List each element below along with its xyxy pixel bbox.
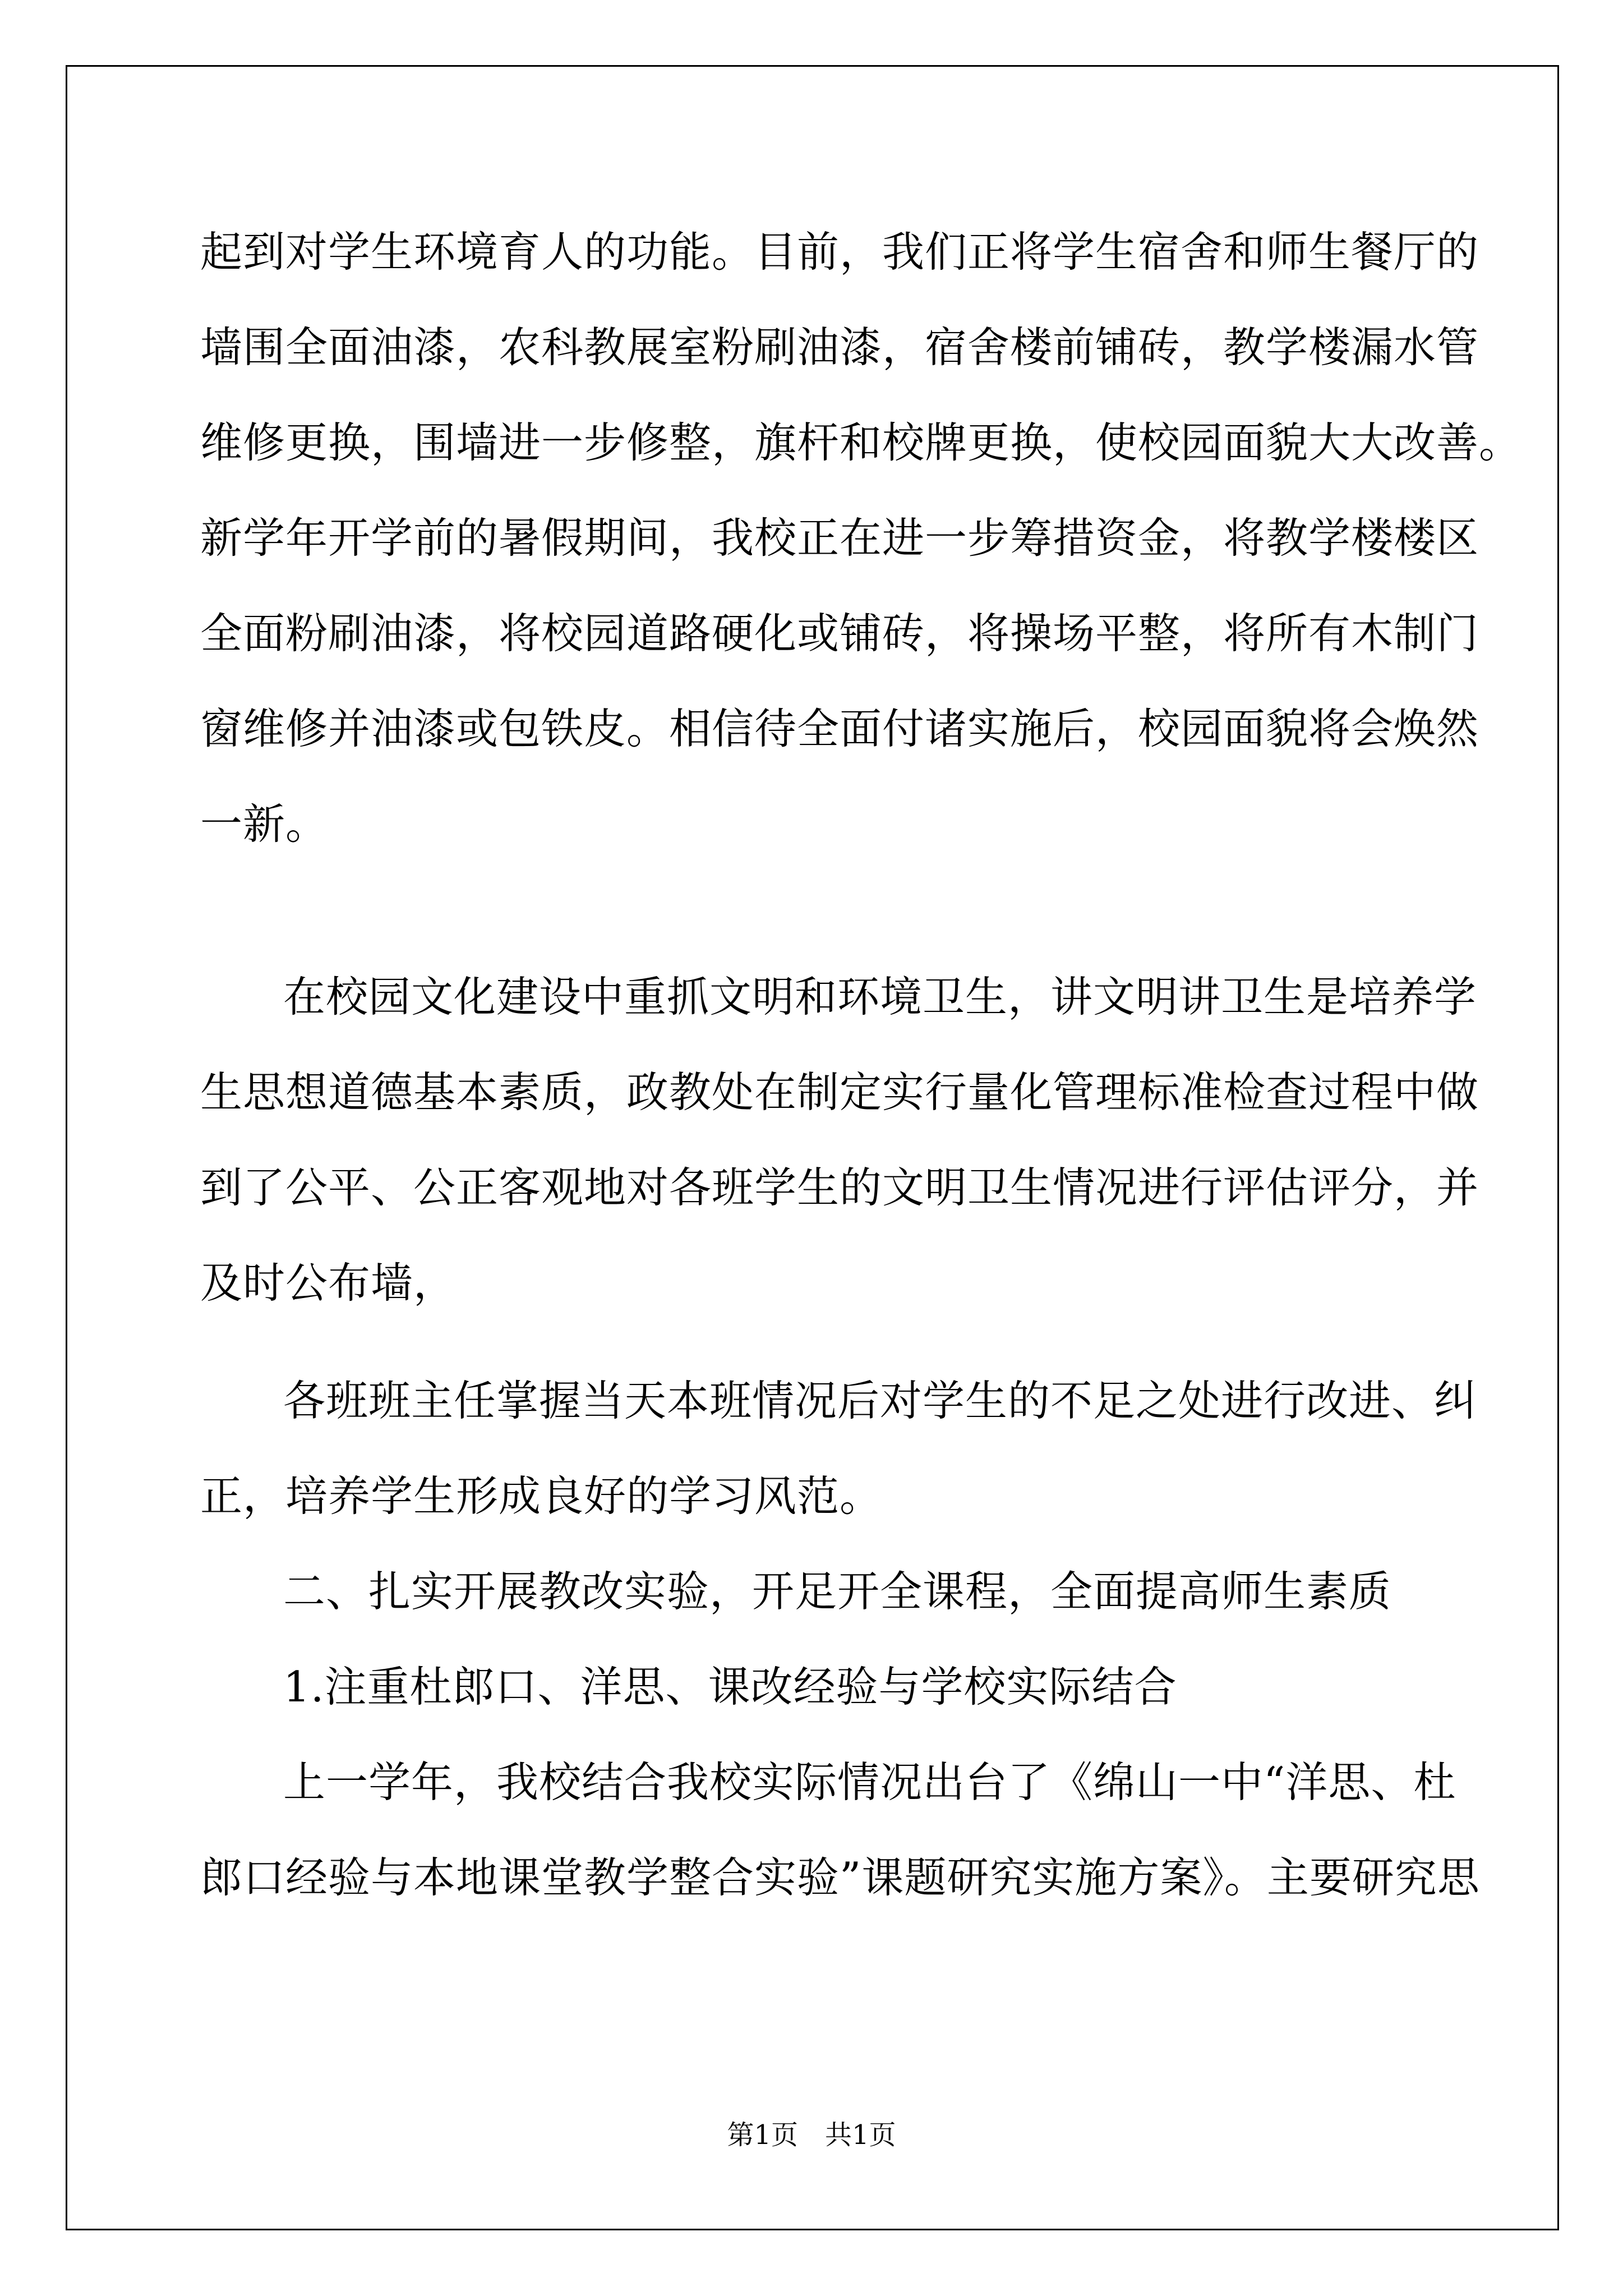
text-line: 起到对学生环境育人的功能。目前，我们正将学生宿舍和师生餐厅的	[200, 227, 1479, 277]
page-border	[66, 65, 1559, 2230]
text-line: 正，培养学生形成良好的学习风范。	[200, 1471, 883, 1521]
page-number-footer: 第1页 共1页	[727, 2119, 896, 2151]
paragraph-first-line: 上一学年，我校结合我校实际情况出台了《绵山一中“洋思、杜	[283, 1757, 1456, 1807]
text-line: 一新。	[200, 799, 329, 849]
text-line: 到了公平、公正客观地对各班学生的文明卫生情况进行评估评分，并	[200, 1163, 1479, 1212]
text-line: 墙围全面油漆，农科教展室粉刷油漆，宿舍楼前铺砖，教学楼漏水管	[200, 323, 1479, 372]
text-line: 郎口经验与本地课堂教学整合实验”课题研究实施方案》。主要研究思	[200, 1853, 1480, 1902]
text-line: 窗维修并油漆或包铁皮。相信待全面付诸实施后，校园面貌将会焕然	[200, 704, 1479, 753]
text-line: 生思想道德基本素质，政教处在制定实行量化管理标准检查过程中做	[200, 1068, 1479, 1117]
text-line: 及时公布墙，	[200, 1258, 457, 1308]
text-line: 全面粉刷油漆，将校园道路硬化或铺砖，将操场平整，将所有木制门	[200, 609, 1479, 658]
paragraph-first-line: 各班班主任掌握当天本班情况后对学生的不足之处进行改进、纠	[283, 1376, 1477, 1425]
text-line: 维修更换，围墙进一步修整，旗杆和校牌更换，使校园面貌大大改善。	[200, 418, 1522, 467]
paragraph-first-line: 在校园文化建设中重抓文明和环境卫生，讲文明讲卫生是培养学	[283, 972, 1477, 1022]
subsection-heading: 1.注重杜郎口、洋思、课改经验与学校实际结合	[283, 1662, 1177, 1711]
section-heading: 二、扎实开展教改实验，开足开全课程，全面提高师生素质	[283, 1567, 1392, 1616]
text-line: 新学年开学前的暑假期间，我校正在进一步筹措资金，将教学楼楼区	[200, 513, 1479, 563]
